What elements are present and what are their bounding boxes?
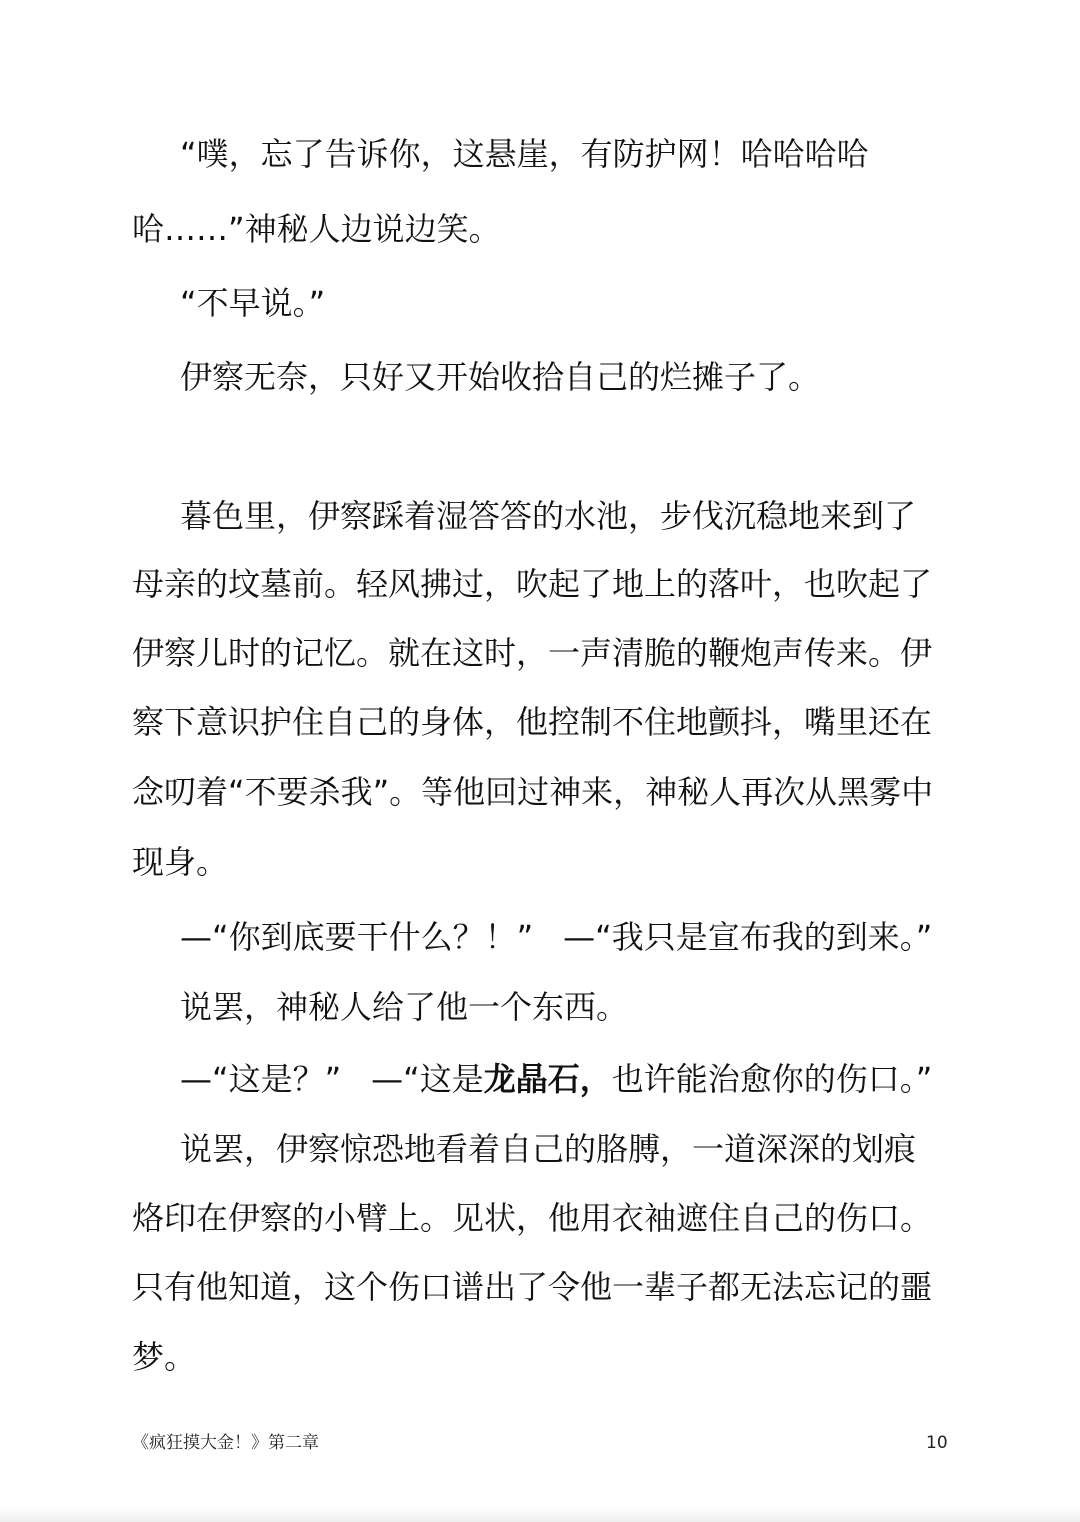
paragraph-4-line-5: 念叨着“不要杀我”。等他回过神来，神秘人再次从黑雾中: [132, 773, 934, 811]
dialogue-question: —“你到底要干什么？！”: [180, 918, 534, 956]
dialogue-answer-suffix: 也许能治愈你的伤口。”: [611, 1060, 933, 1098]
dialogue-answer-prefix: —“这是: [371, 1060, 484, 1098]
paragraph-4-line-4: 察下意识护住自己的身体，他控制不住地颤抖，嘴里还在: [132, 703, 933, 741]
paragraph-8-line-3: 只有他知道，这个伤口谱出了令他一辈子都无法忘记的噩: [132, 1268, 933, 1306]
paragraph-6: 说罢，神秘人给了他一个东西。: [180, 988, 629, 1026]
paragraph-4-line-3: 伊察儿时的记忆。就在这时，一声清脆的鞭炮声传来。伊: [132, 634, 933, 672]
page-bottom-edge: [0, 1508, 1080, 1522]
paragraph-4-line-6: 现身。: [132, 843, 229, 881]
footer-page-number: 10: [926, 1433, 948, 1453]
dialogue-line-1: [180, 915, 932, 959]
paragraph-4-line-2: 母亲的坟墓前。轻风拂过，吹起了地上的落叶，也吹起了: [132, 565, 933, 603]
paragraph-8-line-1: 说罢，伊察惊恐地看着自己的胳膊，一道深深的划痕: [180, 1130, 917, 1168]
dialogue-question: —“这是？”: [180, 1060, 342, 1098]
paragraph-1-line-2: 哈……”神秘人边说边笑。: [132, 210, 501, 248]
bold-term: 龙晶石，: [483, 1060, 612, 1098]
paragraph-1-line-1: “噗，忘了告诉你，这悬崖，有防护网！哈哈哈哈: [180, 135, 869, 173]
paragraph-3: 伊察无奈，只好又开始收拾自己的烂摊子了。: [180, 358, 821, 396]
paragraph-8-line-4: 梦。: [132, 1338, 197, 1376]
dialogue-line-2: [180, 1057, 932, 1101]
paragraph-8-line-2: 烙印在伊察的小臂上。见状，他用衣袖遮住自己的伤口。: [132, 1199, 933, 1237]
footer-book-title: 《疯狂摸大金！》第二章: [132, 1433, 319, 1453]
paragraph-2: “不早说。”: [180, 284, 326, 322]
paragraph-4-line-1: 暮色里，伊察踩着湿答答的水池，步伐沉稳地来到了: [180, 497, 917, 535]
dialogue-answer: —“我只是宣布我的到来。”: [563, 918, 933, 956]
